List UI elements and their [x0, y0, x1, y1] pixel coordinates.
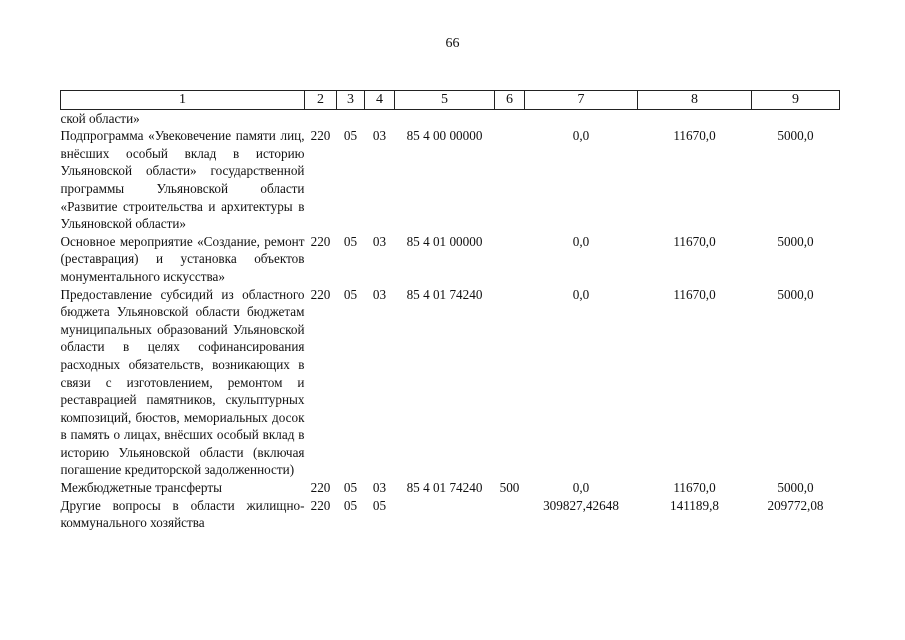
table-row [61, 286, 840, 480]
table-header [61, 91, 840, 110]
header-col-5: 5 [395, 91, 495, 110]
cell-col-5: 85 4 00 00000 [406, 128, 483, 144]
cell-col-8: 11670,0 [673, 480, 716, 496]
cell-col-2: 220 [310, 233, 331, 249]
cell-col-2: 220 [310, 497, 331, 513]
table-row [61, 109, 840, 127]
cell-col-6 [495, 286, 525, 480]
cell-col-7: 0,0 [572, 233, 590, 249]
table-row [61, 127, 840, 233]
row-name: Межбюджетные трансферты [60, 480, 222, 496]
header-col-3: 3 [337, 91, 365, 110]
cell-col-5: 85 4 01 00000 [406, 233, 483, 249]
cell-col-8 [638, 109, 752, 127]
cell-col-7 [525, 109, 638, 127]
cell-col-8: 141189,8 [670, 497, 719, 513]
cell-col-8: 11670,0 [673, 128, 716, 144]
cell-col-9 [752, 109, 840, 127]
cell-col-5: 85 4 01 74240 [406, 286, 483, 302]
cell-col-3: 05 [343, 128, 358, 144]
cell-col-9: 5000,0 [777, 128, 814, 144]
cell-col-4: 03 [372, 480, 387, 496]
cell-col-3: 05 [343, 233, 358, 249]
cell-col-9: 209772,08 [767, 497, 824, 513]
cell-col-5: 85 4 01 74240 [406, 480, 483, 496]
cell-col-9: 5000,0 [777, 480, 814, 496]
header-col-4: 4 [365, 91, 395, 110]
header-col-6: 6 [495, 91, 525, 110]
cell-col-6 [495, 497, 525, 532]
cell-col-4: 03 [372, 286, 387, 302]
cell-col-9: 5000,0 [777, 286, 814, 302]
cell-col-5 [395, 497, 495, 532]
header-col-9: 9 [752, 91, 840, 110]
cell-col-3: 05 [343, 497, 358, 513]
table-row [61, 233, 840, 286]
header-col-8: 8 [638, 91, 752, 110]
table-row [61, 479, 840, 497]
cell-col-7: 0,0 [572, 286, 590, 302]
cell-col-7: 0,0 [572, 128, 590, 144]
table-row [61, 497, 840, 532]
cell-col-9: 5000,0 [777, 233, 814, 249]
cell-col-2: 220 [310, 286, 331, 302]
cell-col-2 [305, 109, 337, 127]
cell-col-4: 03 [372, 128, 387, 144]
cell-col-6: 500 [499, 480, 520, 496]
budget-table [60, 90, 840, 532]
cell-col-7: 309827,42648 [543, 497, 619, 513]
cell-col-6 [495, 127, 525, 233]
cell-col-6 [495, 109, 525, 127]
row-name: Предоставление субсидий из областного бюджета Ульяновской области бюджетам муниципальных образований Ульяновской области в целях софинансирования расходных обязательств, возникающих в связи с изготовлением, ремонтом и реставрацией памятников, скульптурных композиций, бюстов, мемориальных досок в память о лицах, внёсших особый вклад в историю Ульяновской области (включая погашение кредиторской задолженности) [60, 286, 305, 478]
header-col-2: 2 [305, 91, 337, 110]
row-name: Другие вопросы в области жилищно-коммунального хозяйства [60, 497, 305, 531]
cell-col-3: 05 [343, 480, 358, 496]
row-name: Основное мероприятие «Создание, ремонт (реставрация) и установка объектов монументального искусства» [60, 233, 305, 284]
cell-col-7: 0,0 [572, 480, 590, 496]
cell-col-2: 220 [310, 480, 331, 496]
cell-col-4: 03 [372, 233, 387, 249]
cell-col-2: 220 [310, 128, 331, 144]
cell-col-3: 05 [343, 286, 358, 302]
cell-col-4 [365, 109, 395, 127]
cell-col-5 [395, 109, 495, 127]
cell-col-6 [495, 233, 525, 286]
cell-col-8: 11670,0 [673, 233, 716, 249]
row-name: ской области» [60, 110, 140, 126]
cell-col-4: 05 [372, 497, 387, 513]
cell-col-3 [337, 109, 365, 127]
header-col-7: 7 [525, 91, 638, 110]
header-col-1: 1 [61, 91, 305, 110]
row-name: Подпрограмма «Увековечение памяти лиц, внёсших особый вклад в историю Ульяновской области» государственной программы Ульяновской области «Развитие строительства и архитектуры в Ульяновской области» [60, 128, 305, 232]
page-number: 66 [445, 36, 460, 51]
cell-col-8: 11670,0 [673, 286, 716, 302]
